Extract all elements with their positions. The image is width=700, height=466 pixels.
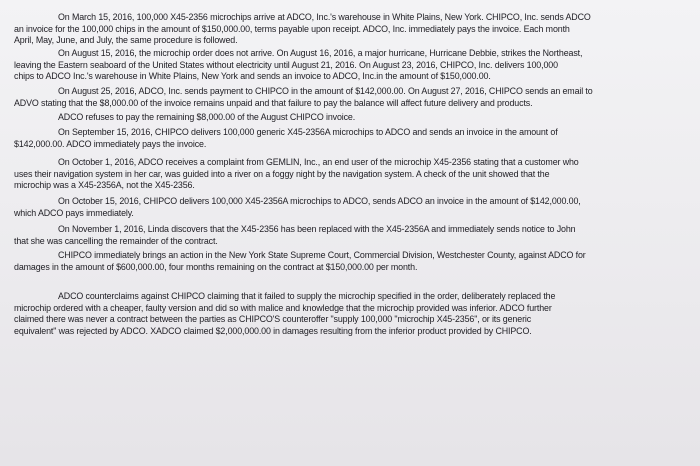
text-line: On September 15, 2016, CHIPCO delivers 100,000 generic X45-2356A microchips to ADCO and sends an invoice in the amount of: [58, 127, 558, 137]
text-line: ADCO counterclaims against CHIPCO claiming that it failed to supply the microchip specified in the order, deliberately replaced the: [58, 291, 556, 301]
text-line: ADCO refuses to pay the remaining $8,000.00 of the August CHIPCO invoice.: [58, 112, 356, 122]
text-line: that she was cancelling the remainder of the contract.: [14, 235, 218, 246]
text-line: equivalent" was rejected by ADCO. XADCO claimed $2,000,000.00 in damages resulting from the inferior product provided by CHIPCO.: [14, 325, 532, 336]
paragraph-march-delivery: [14, 12, 700, 47]
paragraph-september-delivery: [14, 127, 700, 150]
text-line: leaving the Eastern seaboard of the United States without electricity until August 21, 2016. On August 23, 2016, CHIPCO, Inc. delivers 100,000: [14, 59, 558, 70]
text-line: microchip ordered with a cheaper, faulty version and did so with malice and knowledge that the microchip provided was inferior. ADCO further: [14, 302, 552, 313]
text-line: On October 1, 2016, ADCO receives a complaint from GEMLIN, Inc., an end user of the microchip X45-2356 stating that a customer who: [58, 157, 579, 167]
text-line: chips to ADCO Inc.'s warehouse in White Plains, New York and sends an invoice to ADCO, Inc.in the amount of $150,000.00.: [14, 71, 491, 81]
text-line: which ADCO pays immediately.: [14, 207, 134, 218]
text-line: On March 15, 2016, 100,000 X45-2356 microchips arrive at ADCO, Inc.'s warehouse in White Plains, New York. CHIPCO, Inc. sends ADCO: [58, 12, 591, 22]
text-line: claimed there was never a contract between the parties as CHIPCO'S counteroffer "supply 100,000 "microchip X45-2356", or its generic: [14, 314, 532, 324]
text-line: On November 1, 2016, Linda discovers that the X45-2356 has been replaced with the X45-2356A and immediately sends notice to John: [58, 224, 576, 234]
text-line: $142,000.00. ADCO immediately pays the invoice.: [14, 138, 207, 149]
text-line: an invoice for the 100,000 chips in the amount of $150,000.00, terms payable upon receipt. ADCO, Inc. immediately pays the invoice. Each month: [14, 23, 570, 34]
paragraph-gemlin-complaint: [14, 157, 700, 192]
paragraph-october-delivery: [14, 196, 700, 219]
paragraph-november-cancellation: [14, 224, 700, 247]
text-line: April, May, June, and July, the same procedure is followed.: [14, 35, 238, 45]
text-line: On August 25, 2016, ADCO, Inc. sends payment to CHIPCO in the amount of $142,000.00. On August 27, 2016, CHIPCO sends an email to: [58, 86, 593, 96]
text-line: On October 15, 2016, CHIPCO delivers 100,000 X45-2356A microchips to ADCO, sends ADCO an invoice in the amount of $142,000.00,: [58, 196, 581, 206]
paragraph-adco-refuses: [14, 112, 700, 124]
text-line: CHIPCO immediately brings an action in the New York State Supreme Court, Commercial Division, Westchester County, against ADCO for: [58, 250, 586, 260]
paragraph-august-payment: [14, 86, 700, 109]
paragraph-chipco-action: [14, 250, 700, 273]
text-line: microchip was a X45-2356A, not the X45-2356.: [14, 180, 195, 190]
paragraph-adco-counterclaim: [14, 291, 700, 337]
text-line: On August 15, 2016, the microchip order does not arrive. On August 16, 2016, a major hurricane, Hurricane Debbie, strikes the Northeast,: [58, 48, 583, 58]
text-line: ADVO stating that the $8,000.00 of the invoice remains unpaid and that failure to pay the balance will affect future delivery and products.: [14, 97, 533, 108]
text-line: damages in the amount of $600,000.00, four months remaining on the contract at $150,000.00 per month.: [14, 261, 418, 272]
text-line: uses their navigation system in her car, was guided into a river on a foggy night by the navigation system. A check of the unit showed that the: [14, 168, 550, 179]
paragraph-august-hurricane: [14, 48, 700, 83]
